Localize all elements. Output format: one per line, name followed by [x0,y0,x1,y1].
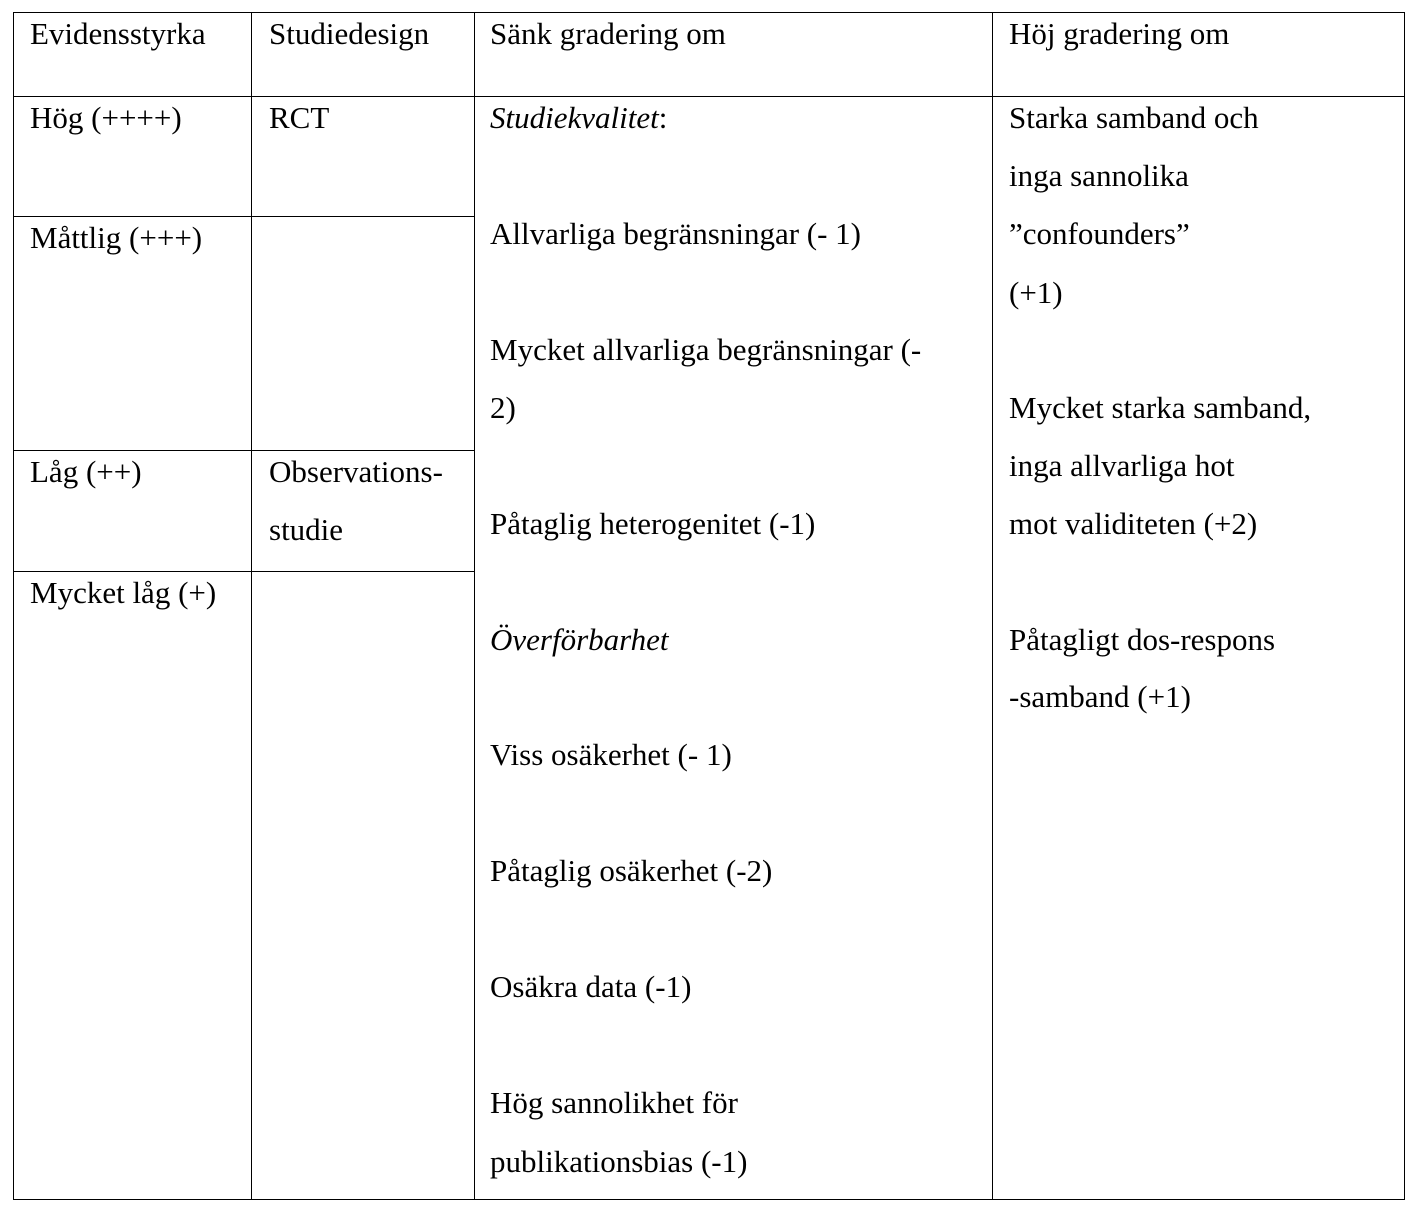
header-sank-gradering: Sänk gradering om [490,16,726,51]
grade-hog: Hög (++++) [30,100,182,135]
very-serious-limitations-line1: Mycket allvarliga begränsningar (- [490,332,922,367]
design-observation-line2: studie [269,512,344,547]
transferability-heading: Överförbarhet [490,622,669,657]
strong-association-line2: inga sannolika [1009,158,1189,193]
heterogeneity: Påtaglig heterogenitet (-1) [490,506,816,541]
very-strong-association-line2: inga allvarliga hot [1009,448,1235,483]
major-uncertainty: Påtaglig osäkerhet (-2) [490,853,773,888]
col-divider-3 [992,12,993,1200]
quality-heading-text: Studiekvalitet [490,100,659,135]
strong-association-line3: ”confounders” [1009,216,1190,251]
strong-association-line4: (+1) [1009,275,1063,310]
grade-mattlig: Måttlig (+++) [30,220,203,255]
quality-heading-colon: : [658,100,668,135]
some-uncertainty: Viss osäkerhet (- 1) [490,737,732,772]
table-border-left [13,12,14,1200]
table-border-bottom [13,1199,1405,1200]
serious-limitations: Allvarliga begränsningar (- 1) [490,216,862,251]
design-rct: RCT [269,100,330,135]
quality-heading [490,89,667,147]
publication-bias-line1: Hög sannolikhet för [490,1085,738,1120]
header-hoj-gradering: Höj gradering om [1009,16,1230,51]
table-border-right [1404,12,1405,1200]
grade-lag: Låg (++) [30,454,142,489]
strong-association-line1: Starka samband och [1009,100,1259,135]
header-studiedesign: Studiedesign [269,16,430,51]
dose-response-line1: Påtagligt dos-respons [1009,622,1276,657]
header-evidensstyrka: Evidensstyrka [30,16,206,51]
grade-mycket-lag: Mycket låg (+) [30,575,217,610]
design-observation-line1: Observations- [269,454,443,489]
very-serious-limitations-line2: 2) [490,390,516,425]
dose-response-line2: -samband (+1) [1009,679,1191,714]
very-strong-association-line3: mot validiteten (+2) [1009,506,1258,541]
col-divider-2 [474,12,475,1200]
col-divider-1 [251,12,252,1200]
very-strong-association-line1: Mycket starka samband, [1009,390,1312,425]
uncertain-data: Osäkra data (-1) [490,969,692,1004]
publication-bias-line2: publikationsbias (-1) [490,1144,748,1179]
